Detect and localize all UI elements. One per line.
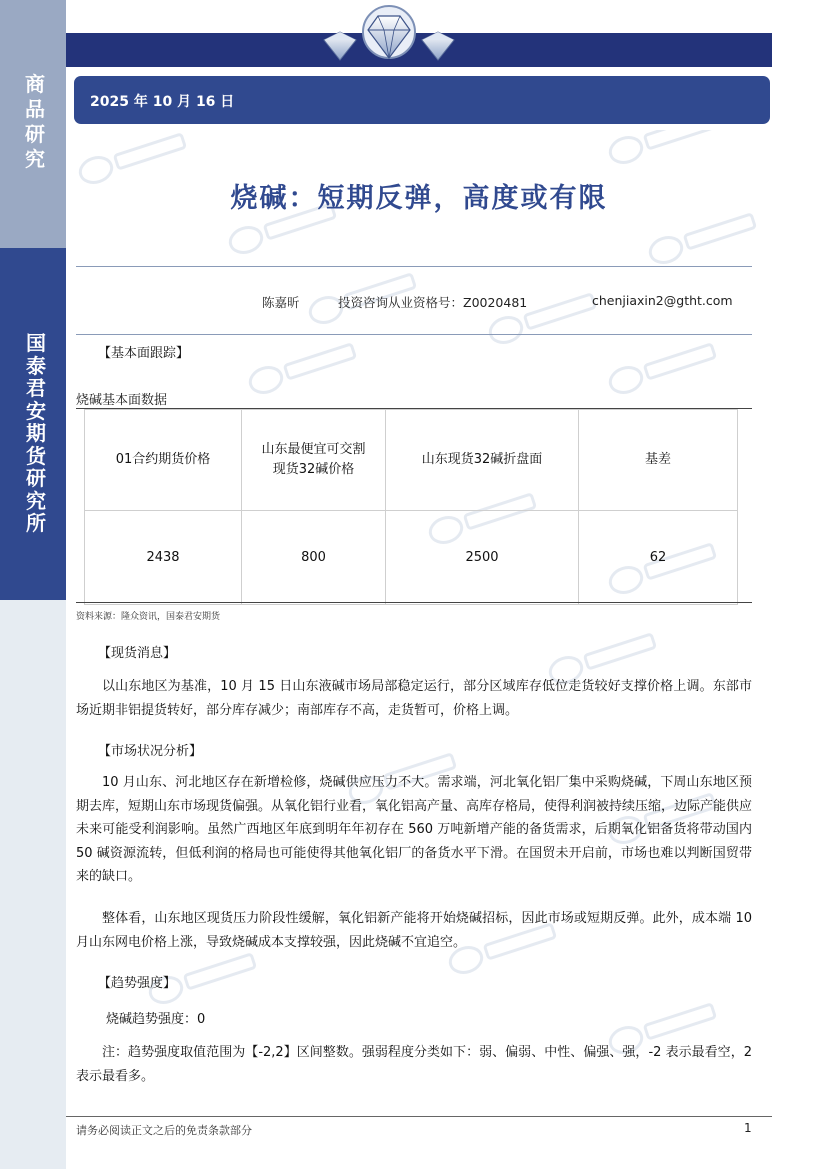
table-cell: 62 (579, 511, 738, 605)
report-title: 烧碱：短期反弹，高度或有限 (230, 183, 608, 214)
footer-divider (66, 1116, 772, 1117)
trend-value: 烧碱趋势强度：0 (106, 1012, 206, 1027)
author-name: 陈嘉昕 (262, 295, 300, 310)
author-divider (76, 334, 752, 335)
table-cell: 800 (242, 511, 386, 605)
spot-news-text: 以山东地区为基准，10 月 15 日山东液碱市场局部稳定运行，部分区域库存低位走货较好支撑价格上调。东部市场近期非铝提货转好，部分库存减少；南部库存不高，走货暂可，价格上调。 (76, 679, 752, 718)
table-header-row (85, 410, 738, 511)
table-header-line: 现货32碱价格 (272, 462, 355, 477)
section-market-analysis: 【市场状况分析】 (98, 744, 203, 759)
sidebar-institute-panel (0, 248, 66, 600)
table-row (85, 511, 738, 605)
table-source: 资料来源：隆众资讯，国泰君安期货 (76, 612, 221, 622)
date-bar (74, 76, 770, 124)
fundamentals-table (84, 409, 738, 605)
table-header-cell: 基差 (579, 410, 738, 511)
table-header-cell: 山东现货32碱折盘面 (386, 410, 579, 511)
sidebar-category-label: 商品研究 (25, 72, 45, 171)
sidebar-category-panel (0, 0, 66, 248)
section-fundamentals: 【基本面跟踪】 (98, 346, 190, 361)
table-cell: 2438 (85, 511, 242, 605)
table-cell: 2500 (386, 511, 579, 605)
author-email: chenjiaxin2@gtht.com (592, 293, 733, 308)
report-date: 2025 年 10 月 16 日 (90, 94, 235, 110)
table-header-line: 山东最便宜可交割 (261, 442, 366, 457)
table-bottom-rule (76, 602, 752, 603)
table-header-cell: 01合约期货价格 (85, 410, 242, 511)
market-analysis-paragraph: 10 月山东、河北地区存在新增检修，烧碱供应压力不大。需求端，河北氧化铝厂集中采购烧碱，下周山东地区预期去库，短期山东市场现货偏强。从氧化铝行业看，氧化铝高产量、高库存格局，使得利润被持续压缩，边际产能供应未来可能受利润影响。虽然广西地区年底到明年年初存在 560 万吨新增产能的备货需求，后期氧化铝备货将带动国内 50 碱资源流转，但低利润的格局也可能使得其他氧化铝厂的备货水平下滑。在国贸未开启前，市场也难以判断国贸带来的缺口。 (76, 775, 753, 885)
author-license: 投资咨询从业资格号：Z0020481 (338, 295, 528, 310)
footer-disclaimer: 请务必阅读正文之后的免责条款部分 (76, 1124, 252, 1137)
section-spot-news: 【现货消息】 (98, 646, 177, 661)
page-number: 1 (744, 1121, 752, 1135)
market-analysis-paragraph: 整体看，山东地区现货压力阶段性缓解，氧化铝新产能将开始烧碱招标，因此市场或短期反弹。此外，成本端 10 月山东网电价格上涨，导致烧碱成本支撑较强，因此烧碱不宜追空。 (76, 911, 752, 950)
table-caption: 烧碱基本面数据 (76, 393, 168, 408)
table-header-cell (242, 410, 386, 511)
trend-note: 注：趋势强度取值范围为【-2,2】区间整数。强弱程度分类如下：弱、偏弱、中性、偏强、强，-2 表示最看空，2 表示最看多。 (76, 1045, 752, 1084)
sidebar-institute-label: 国泰君安期货研究所 (26, 331, 46, 535)
diamond-logo-icon (318, 2, 460, 68)
section-trend: 【趋势强度】 (98, 976, 177, 991)
sidebar-lower-panel (0, 600, 66, 1169)
title-divider (76, 266, 752, 267)
